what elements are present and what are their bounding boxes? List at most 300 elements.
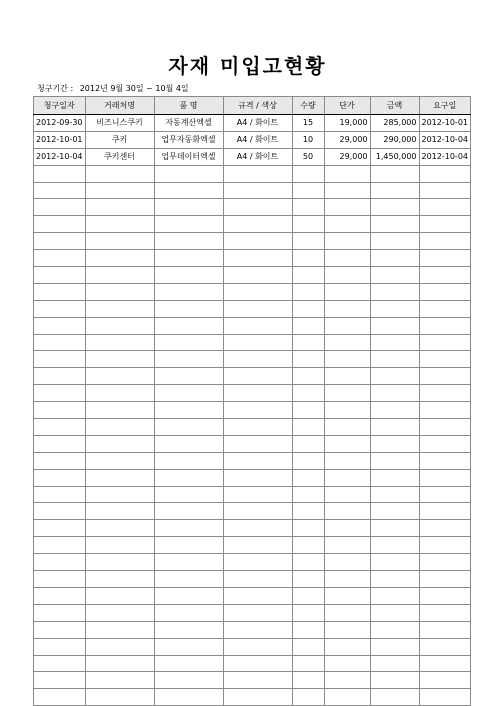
cell-unit-price [324,233,370,250]
cell-qty [292,317,324,334]
empty-row [34,672,471,689]
cell-qty [292,503,324,520]
cell-due-date: 2012-10-04 [419,148,471,165]
cell-due-date [419,334,471,351]
cell-qty [292,638,324,655]
cell-spec [223,385,292,402]
cell-amount: 290,000 [370,131,419,148]
cell-spec [223,621,292,638]
period-label: 청구기간 : [37,84,74,93]
cell-qty [292,385,324,402]
cell-item [154,250,223,267]
cell-spec [223,587,292,604]
cell-vendor [85,334,154,351]
cell-due-date [419,233,471,250]
cell-item: 업무자동화엑셀 [154,131,223,148]
empty-row [34,520,471,537]
cell-item [154,334,223,351]
empty-row [34,655,471,672]
cell-due-date [419,435,471,452]
cell-vendor [85,385,154,402]
cell-amount [370,283,419,300]
cell-vendor [85,419,154,436]
cell-unit-price [324,300,370,317]
cell-item [154,165,223,182]
cell-spec [223,233,292,250]
cell-vendor [85,689,154,706]
cell-request-date [34,419,86,436]
cell-due-date [419,402,471,419]
cell-qty [292,621,324,638]
cell-amount: 285,000 [370,115,419,132]
cell-due-date [419,672,471,689]
cell-amount [370,199,419,216]
empty-row [34,435,471,452]
header-row [34,97,471,115]
col-header-spec: 규격 / 색상 [223,97,292,115]
cell-amount [370,655,419,672]
cell-vendor [85,250,154,267]
cell-vendor: 비즈니스쿠키 [85,115,154,132]
cell-item [154,199,223,216]
cell-amount [370,317,419,334]
cell-qty [292,655,324,672]
cell-item [154,520,223,537]
cell-item [154,689,223,706]
cell-spec [223,469,292,486]
cell-qty: 15 [292,115,324,132]
cell-spec [223,537,292,554]
cell-vendor [85,537,154,554]
cell-vendor [85,587,154,604]
cell-item [154,604,223,621]
empty-row [34,267,471,284]
cell-qty [292,334,324,351]
cell-item [154,435,223,452]
col-header-request-date: 청구일자 [34,97,86,115]
cell-item [154,283,223,300]
empty-row [34,165,471,182]
cell-unit-price [324,216,370,233]
cell-spec [223,554,292,571]
cell-spec [223,452,292,469]
request-period [36,83,189,94]
cell-vendor [85,216,154,233]
cell-amount [370,469,419,486]
cell-spec [223,250,292,267]
cell-unit-price [324,165,370,182]
cell-amount [370,419,419,436]
cell-due-date [419,587,471,604]
cell-due-date [419,250,471,267]
cell-spec [223,655,292,672]
cell-qty: 50 [292,148,324,165]
cell-item [154,182,223,199]
cell-request-date [34,233,86,250]
cell-vendor [85,165,154,182]
cell-request-date [34,300,86,317]
cell-request-date [34,250,86,267]
empty-row [34,216,471,233]
empty-row [34,402,471,419]
cell-spec [223,520,292,537]
empty-row [34,571,471,588]
cell-unit-price [324,182,370,199]
cell-amount [370,368,419,385]
cell-item [154,216,223,233]
empty-row [34,486,471,503]
cell-due-date [419,621,471,638]
cell-amount [370,486,419,503]
empty-row [34,233,471,250]
cell-vendor [85,571,154,588]
cell-vendor [85,233,154,250]
cell-spec [223,672,292,689]
cell-due-date [419,267,471,284]
cell-unit-price [324,334,370,351]
cell-amount: 1,450,000 [370,148,419,165]
cell-unit-price: 29,000 [324,131,370,148]
empty-row [34,503,471,520]
empty-row [34,351,471,368]
cell-amount [370,435,419,452]
empty-row [34,621,471,638]
cell-spec [223,638,292,655]
cell-qty [292,469,324,486]
cell-vendor [85,435,154,452]
cell-request-date [34,317,86,334]
col-header-qty: 수량 [292,97,324,115]
cell-due-date [419,503,471,520]
cell-request-date [34,452,86,469]
cell-due-date [419,283,471,300]
cell-qty [292,267,324,284]
empty-row [34,334,471,351]
cell-item [154,452,223,469]
cell-item [154,655,223,672]
cell-unit-price [324,351,370,368]
cell-qty [292,486,324,503]
cell-item [154,402,223,419]
cell-qty [292,604,324,621]
page-title: 자재 미입고현황 [168,54,327,78]
col-header-vendor: 거래처명 [85,97,154,115]
cell-request-date [34,571,86,588]
cell-vendor [85,368,154,385]
empty-row [34,689,471,706]
cell-unit-price [324,419,370,436]
cell-amount [370,554,419,571]
cell-request-date [34,334,86,351]
cell-qty [292,250,324,267]
cell-item [154,233,223,250]
cell-qty [292,300,324,317]
cell-item [154,503,223,520]
cell-request-date [34,604,86,621]
cell-item [154,537,223,554]
cell-unit-price: 19,000 [324,115,370,132]
cell-request-date [34,621,86,638]
cell-request-date [34,351,86,368]
cell-vendor [85,621,154,638]
cell-qty [292,537,324,554]
cell-vendor [85,486,154,503]
cell-vendor [85,469,154,486]
cell-due-date [419,604,471,621]
cell-unit-price [324,554,370,571]
cell-vendor: 쿠키센터 [85,148,154,165]
col-header-amount: 금액 [370,97,419,115]
cell-vendor [85,402,154,419]
cell-vendor [85,554,154,571]
empty-row [34,182,471,199]
cell-due-date [419,351,471,368]
cell-due-date [419,182,471,199]
cell-amount [370,300,419,317]
cell-spec [223,503,292,520]
cell-unit-price [324,317,370,334]
cell-item [154,469,223,486]
cell-amount [370,385,419,402]
cell-unit-price [324,199,370,216]
cell-amount [370,267,419,284]
cell-unit-price [324,520,370,537]
cell-unit-price [324,587,370,604]
cell-request-date [34,199,86,216]
empty-row [34,554,471,571]
cell-item [154,267,223,284]
cell-item [154,486,223,503]
cell-unit-price [324,503,370,520]
cell-vendor [85,317,154,334]
cell-unit-price [324,486,370,503]
cell-request-date [34,486,86,503]
cell-due-date: 2012-10-01 [419,115,471,132]
cell-spec [223,604,292,621]
cell-request-date [34,520,86,537]
cell-due-date [419,554,471,571]
cell-spec [223,486,292,503]
cell-amount [370,452,419,469]
cell-amount [370,638,419,655]
cell-due-date [419,419,471,436]
cell-unit-price [324,604,370,621]
cell-unit-price: 29,000 [324,148,370,165]
cell-vendor: 쿠키 [85,131,154,148]
cell-unit-price [324,571,370,588]
cell-item [154,621,223,638]
cell-item [154,300,223,317]
cell-due-date [419,486,471,503]
cell-amount [370,233,419,250]
col-header-item: 품 명 [154,97,223,115]
cell-qty [292,587,324,604]
cell-unit-price [324,537,370,554]
empty-row [34,419,471,436]
empty-row [34,300,471,317]
cell-qty [292,283,324,300]
cell-unit-price [324,621,370,638]
cell-amount [370,537,419,554]
cell-qty [292,199,324,216]
cell-request-date [34,267,86,284]
cell-due-date [419,317,471,334]
cell-due-date [419,300,471,317]
cell-due-date [419,537,471,554]
cell-unit-price [324,469,370,486]
cell-spec: A4 / 화이트 [223,131,292,148]
cell-qty [292,571,324,588]
cell-spec [223,368,292,385]
cell-spec [223,419,292,436]
cell-amount [370,604,419,621]
cell-spec [223,216,292,233]
material-table [33,96,471,706]
table-row [34,148,471,165]
cell-request-date [34,689,86,706]
cell-qty [292,182,324,199]
cell-item [154,351,223,368]
cell-item [154,587,223,604]
empty-row [34,452,471,469]
cell-amount [370,250,419,267]
cell-vendor [85,672,154,689]
cell-qty [292,520,324,537]
cell-request-date [34,503,86,520]
cell-spec [223,351,292,368]
cell-qty: 10 [292,131,324,148]
col-header-due-date: 요구일 [419,97,471,115]
cell-item: 자동계산엑셀 [154,115,223,132]
table-row [34,115,471,132]
cell-unit-price [324,435,370,452]
cell-due-date [419,216,471,233]
cell-spec [223,571,292,588]
cell-amount [370,689,419,706]
cell-spec [223,199,292,216]
cell-amount [370,672,419,689]
cell-spec: A4 / 화이트 [223,148,292,165]
cell-amount [370,587,419,604]
period-value: 2012년 9월 30일 ~ 10월 4일 [79,84,189,93]
cell-due-date [419,520,471,537]
cell-request-date [34,385,86,402]
cell-request-date [34,283,86,300]
cell-amount [370,165,419,182]
cell-due-date [419,689,471,706]
empty-row [34,604,471,621]
cell-request-date [34,537,86,554]
cell-item [154,419,223,436]
cell-due-date [419,368,471,385]
cell-qty [292,402,324,419]
cell-vendor [85,604,154,621]
empty-row [34,537,471,554]
cell-request-date [34,182,86,199]
cell-request-date [34,638,86,655]
cell-request-date [34,672,86,689]
cell-amount [370,216,419,233]
cell-amount [370,402,419,419]
cell-unit-price [324,283,370,300]
cell-item [154,385,223,402]
cell-unit-price [324,368,370,385]
cell-unit-price [324,638,370,655]
cell-spec [223,317,292,334]
cell-spec [223,283,292,300]
cell-spec [223,165,292,182]
cell-vendor [85,283,154,300]
cell-due-date [419,571,471,588]
cell-due-date [419,638,471,655]
cell-vendor [85,520,154,537]
cell-item [154,368,223,385]
empty-row [34,199,471,216]
cell-vendor [85,452,154,469]
cell-request-date [34,469,86,486]
cell-request-date: 2012-10-04 [34,148,86,165]
empty-row [34,368,471,385]
cell-amount [370,503,419,520]
empty-row [34,317,471,334]
cell-request-date: 2012-10-01 [34,131,86,148]
cell-request-date [34,402,86,419]
cell-spec [223,435,292,452]
cell-unit-price [324,689,370,706]
cell-unit-price [324,655,370,672]
empty-row [34,385,471,402]
cell-spec [223,402,292,419]
cell-spec [223,267,292,284]
cell-unit-price [324,250,370,267]
cell-request-date [34,165,86,182]
cell-vendor [85,300,154,317]
cell-due-date: 2012-10-04 [419,131,471,148]
cell-vendor [85,267,154,284]
cell-spec [223,689,292,706]
cell-unit-price [324,452,370,469]
cell-amount [370,182,419,199]
cell-qty [292,216,324,233]
cell-vendor [85,199,154,216]
cell-vendor [85,351,154,368]
cell-qty [292,233,324,250]
table-row [34,131,471,148]
empty-row [34,587,471,604]
cell-qty [292,435,324,452]
cell-item [154,638,223,655]
cell-qty [292,419,324,436]
cell-request-date [34,216,86,233]
cell-vendor [85,638,154,655]
cell-amount [370,571,419,588]
cell-due-date [419,655,471,672]
cell-unit-price [324,267,370,284]
cell-item [154,571,223,588]
cell-qty [292,368,324,385]
cell-request-date [34,368,86,385]
cell-due-date [419,165,471,182]
cell-unit-price [324,385,370,402]
cell-vendor [85,655,154,672]
cell-spec: A4 / 화이트 [223,115,292,132]
cell-due-date [419,199,471,216]
cell-spec [223,300,292,317]
cell-amount [370,351,419,368]
cell-vendor [85,182,154,199]
cell-vendor [85,503,154,520]
cell-qty [292,672,324,689]
